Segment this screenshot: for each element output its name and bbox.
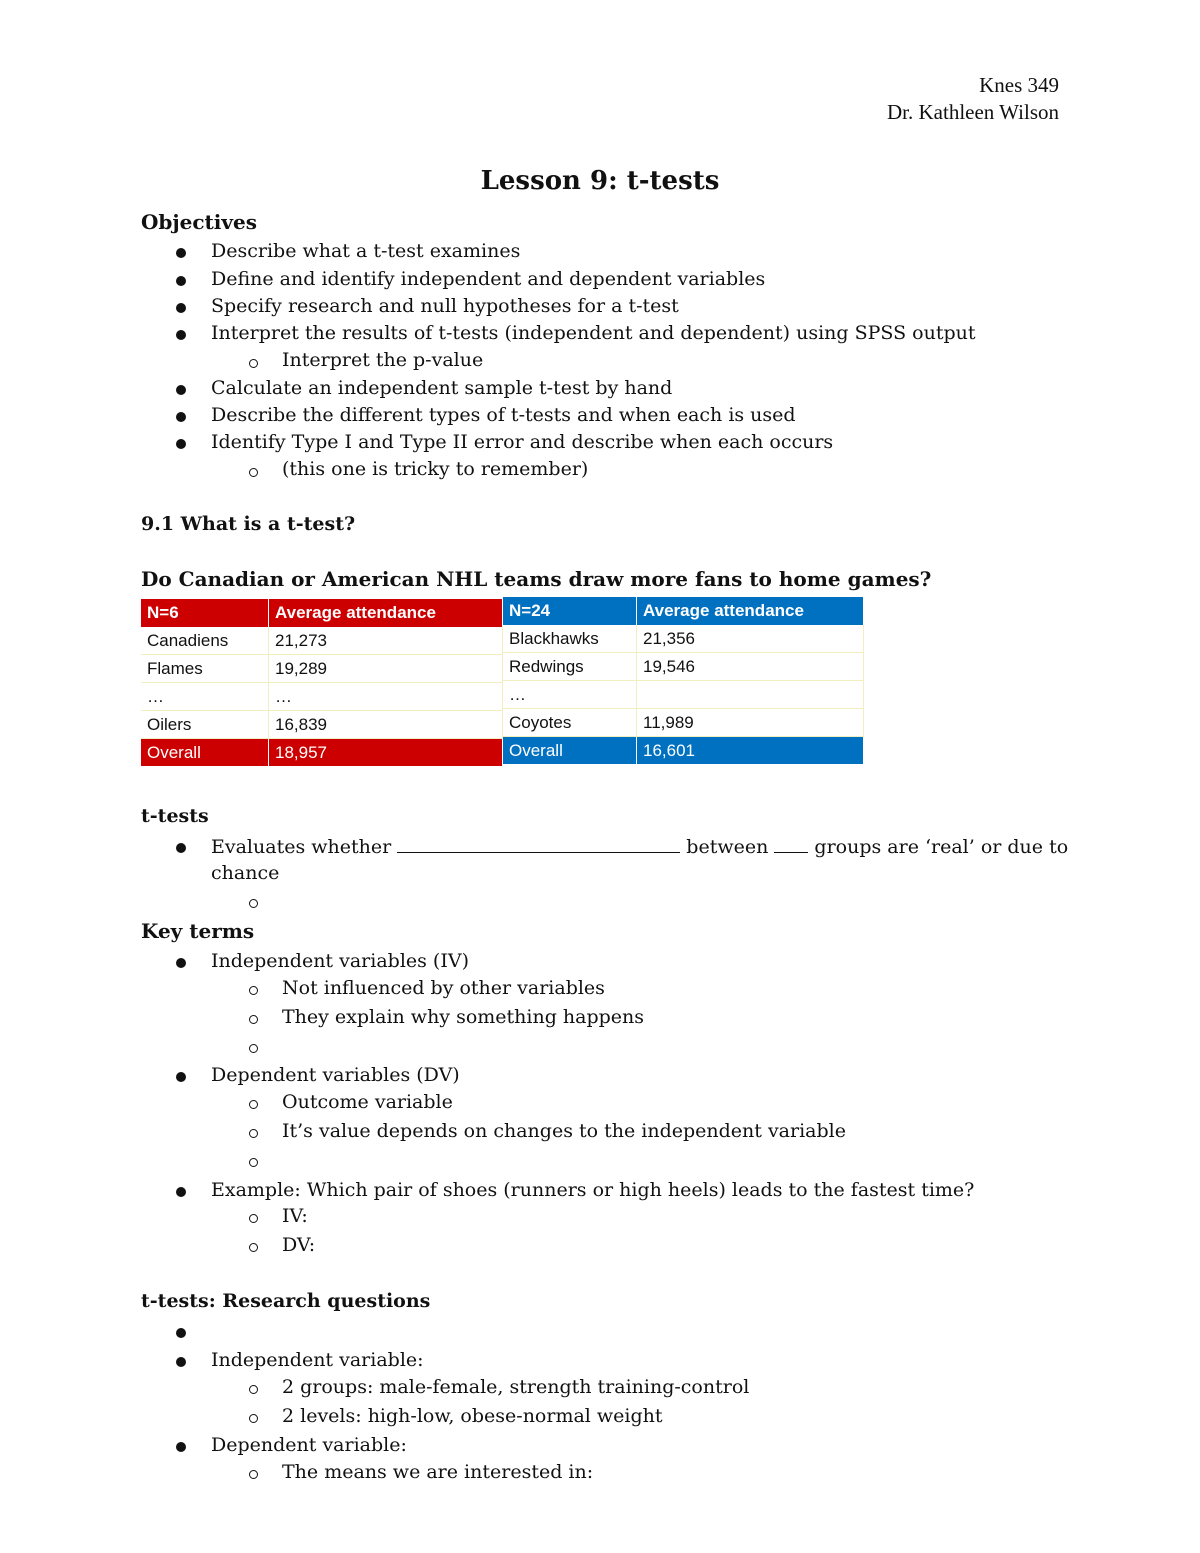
bullet-dot — [176, 1442, 186, 1452]
bullet-dot — [176, 958, 186, 968]
sub-bullet — [249, 1470, 258, 1479]
sub-bullet — [249, 1158, 258, 1167]
bullet-dot — [176, 276, 186, 286]
bullet-dot — [176, 1072, 186, 1082]
research-dv: Dependent variable: — [211, 1434, 407, 1456]
sub-bullet — [249, 1044, 258, 1053]
team-name: … — [503, 681, 637, 709]
page-title: Lesson 9: t-tests — [480, 166, 720, 196]
attendance-value: 21,356 — [637, 625, 864, 653]
table-row — [503, 681, 864, 709]
research-iv-detail: 2 levels: high-low, obese-normal weight — [282, 1405, 663, 1427]
research-questions-heading: t-tests: Research questions — [141, 1290, 431, 1312]
bullet-dot — [176, 439, 186, 449]
instructor-name: Dr. Kathleen Wilson — [887, 100, 1059, 124]
table-row — [503, 625, 864, 653]
table-row — [141, 627, 503, 655]
document-header — [887, 72, 1059, 126]
research-iv: Independent variable: — [211, 1349, 424, 1371]
term-iv-detail: Not influenced by other variables — [282, 977, 605, 999]
objective-item: Calculate an independent sample t-test by hand — [211, 377, 673, 399]
overall-value: 16,601 — [637, 737, 864, 765]
table-header-n: N=6 — [141, 599, 269, 627]
term-dv-detail: Outcome variable — [282, 1091, 453, 1113]
american-attendance-table — [503, 597, 864, 764]
table-row — [503, 709, 864, 737]
bullet-dot — [176, 1187, 186, 1197]
objective-item: Describe what a t-test examines — [211, 240, 521, 262]
bullet-dot — [176, 330, 186, 340]
attendance-value: 16,839 — [269, 711, 503, 739]
objective-subitem: Interpret the p-value — [282, 349, 484, 371]
sub-bullet — [249, 986, 258, 995]
course-code: Knes 349 — [979, 73, 1059, 97]
term-dv-detail: It’s value depends on changes to the independent variable — [282, 1120, 846, 1142]
table-row — [141, 683, 503, 711]
fill-blank — [774, 835, 808, 853]
key-terms-heading: Key terms — [141, 919, 255, 943]
sub-bullet — [249, 1100, 258, 1109]
bullet-dot — [176, 1328, 186, 1338]
bullet-dot — [176, 248, 186, 258]
canadian-attendance-table — [141, 599, 503, 766]
table-row — [141, 655, 503, 683]
sub-bullet — [249, 468, 258, 477]
bullet-dot — [176, 303, 186, 313]
example-iv: IV: — [282, 1205, 308, 1227]
sub-bullet — [249, 359, 258, 368]
overall-row — [141, 739, 503, 767]
term-example: Example: Which pair of shoes (runners or high heels) leads to the fastest time? — [211, 1179, 975, 1201]
sub-bullet — [249, 1385, 258, 1394]
sub-bullet — [249, 899, 258, 908]
definition-text: between — [686, 836, 769, 858]
attendance-value: … — [269, 683, 503, 711]
objective-item: Identify Type I and Type II error and describe when each occurs — [211, 431, 834, 453]
team-name: … — [141, 683, 269, 711]
team-name: Coyotes — [503, 709, 637, 737]
table-header-attendance: Average attendance — [637, 597, 864, 625]
attendance-value: 11,989 — [637, 709, 864, 737]
attendance-value — [637, 681, 864, 709]
table-header-n: N=24 — [503, 597, 637, 625]
definition-text: Evaluates whether — [211, 836, 392, 858]
table-header-attendance: Average attendance — [269, 599, 503, 627]
research-iv-detail: 2 groups: male-female, strength training-control — [282, 1376, 750, 1398]
attendance-value: 21,273 — [269, 627, 503, 655]
section-heading-9-1: 9.1 What is a t-test? — [141, 513, 356, 535]
objective-item: Describe the different types of t-tests and when each is used — [211, 404, 796, 426]
question-heading: Do Canadian or American NHL teams draw more fans to home games? — [141, 567, 932, 591]
bullet-dot — [176, 1357, 186, 1367]
attendance-value: 19,546 — [637, 653, 864, 681]
bullet-dot — [176, 843, 186, 853]
table-row — [141, 711, 503, 739]
attendance-value: 19,289 — [269, 655, 503, 683]
overall-row — [503, 737, 864, 765]
ttests-heading: t-tests — [141, 805, 209, 827]
sub-bullet — [249, 1414, 258, 1423]
objectives-heading: Objectives — [141, 210, 257, 234]
overall-value: 18,957 — [269, 739, 503, 767]
fill-blank — [397, 835, 680, 853]
objective-item: Define and identify independent and dependent variables — [211, 268, 766, 290]
objective-subitem: (this one is tricky to remember) — [282, 458, 589, 480]
term-iv-detail: They explain why something happens — [282, 1006, 645, 1028]
team-name: Blackhawks — [503, 625, 637, 653]
sub-bullet — [249, 1214, 258, 1223]
research-dv-detail: The means we are interested in: — [282, 1461, 594, 1483]
team-name: Oilers — [141, 711, 269, 739]
definition-continuation: chance — [211, 862, 280, 884]
objective-item: Interpret the results of t-tests (independent and dependent) using SPSS output — [211, 322, 976, 344]
objective-item: Specify research and null hypotheses for a t-test — [211, 295, 679, 317]
sub-bullet — [249, 1129, 258, 1138]
bullet-dot — [176, 412, 186, 422]
bullet-dot — [176, 385, 186, 395]
term-dv: Dependent variables (DV) — [211, 1064, 460, 1086]
definition-text: groups are ‘real’ or due to — [814, 836, 1069, 858]
example-dv: DV: — [282, 1234, 316, 1256]
team-name: Redwings — [503, 653, 637, 681]
team-name: Canadiens — [141, 627, 269, 655]
sub-bullet — [249, 1243, 258, 1252]
ttests-definition-line — [211, 835, 1068, 858]
overall-label: Overall — [503, 737, 637, 765]
overall-label: Overall — [141, 739, 269, 767]
table-row — [503, 653, 864, 681]
term-iv: Independent variables (IV) — [211, 950, 469, 972]
team-name: Flames — [141, 655, 269, 683]
sub-bullet — [249, 1015, 258, 1024]
